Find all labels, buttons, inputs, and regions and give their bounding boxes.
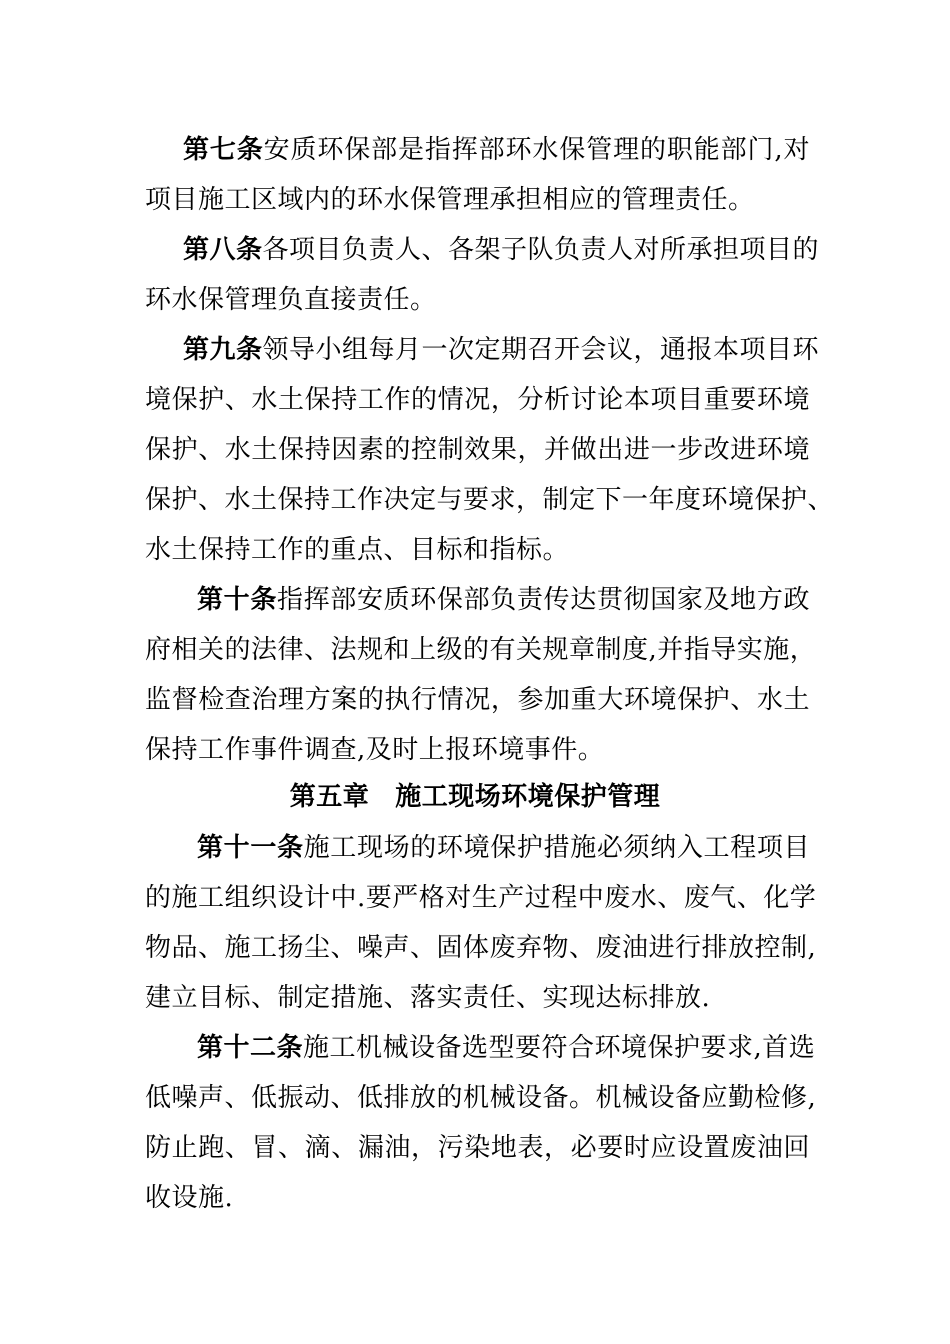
article-11-lead: 第十一条 (197, 833, 304, 863)
article-10-line-1 (197, 583, 810, 617)
article-11-line-1 (197, 831, 810, 865)
article-7-line-1 (183, 133, 810, 167)
article-10-line-2: 府相关的法律、法规和上级的有关规章制度,并指导实施， (145, 635, 817, 665)
article-10-line-4: 保持工作事件调查,及时上报环境事件。 (145, 735, 605, 765)
article-9-line-2: 境保护、水土保持工作的情况，分析讨论本项目重要环境 (145, 385, 810, 415)
article-11-line-4: 建立目标、制定措施、落实责任、实现达标排放. (145, 983, 711, 1013)
article-12-line-2: 低噪声、低振动、低排放的机械设备。机械设备应勤检修, (145, 1083, 817, 1113)
article-7-text-1: 安质环保部是指挥部环水保管理的职能部门,对 (263, 135, 810, 165)
article-8-lead: 第八条 (183, 235, 263, 265)
article-10-text-1: 指挥部安质环保部负责传达贯彻国家及地方政 (276, 585, 810, 615)
article-11-text-1: 施工现场的环境保护措施必须纳入工程项目 (303, 833, 810, 863)
article-11-line-3: 物品、施工扬尘、噪声、固体废弃物、废油进行排放控制, (145, 933, 817, 963)
chapter-heading (0, 780, 950, 814)
chapter-number: 第五章 (289, 782, 370, 812)
article-10-lead: 第十条 (197, 585, 277, 615)
article-9-line-4: 保护、水土保持工作决定与要求，制定下一年度环境保护、 (145, 485, 835, 515)
article-11-line-2: 的施工组织设计中.要严格对生产过程中废水、废气、化学 (145, 883, 817, 913)
article-9-text-1: 领导小组每月一次定期召开会议，通报本项目环 (262, 335, 820, 365)
article-12-text-1: 施工机械设备选型要符合环境保护要求,首选 (303, 1033, 816, 1063)
article-7-line-2: 项目施工区域内的环水保管理承担相应的管理责任。 (145, 185, 755, 215)
article-10-line-3: 监督检查治理方案的执行情况，参加重大环境保护、水土 (145, 685, 810, 715)
article-8-line-1 (183, 233, 820, 267)
article-12-lead: 第十二条 (197, 1033, 304, 1063)
article-12-line-4: 收设施. (145, 1183, 234, 1213)
article-7-lead: 第七条 (183, 135, 264, 165)
article-8-line-2: 环水保管理负直接责任。 (145, 285, 437, 315)
article-9-line-1 (183, 333, 820, 367)
article-9-line-5: 水土保持工作的重点、目标和指标。 (145, 535, 570, 565)
article-9-lead: 第九条 (183, 335, 263, 365)
chapter-title: 施工现场环境保护管理 (395, 782, 661, 812)
article-8-text-1: 各项目负责人、各架子队负责人对所承担项目的 (262, 235, 820, 265)
article-9-line-3: 保护、水土保持因素的控制效果，并做出进一步改进环境 (145, 435, 810, 465)
article-12-line-3: 防止跑、冒、滴、漏油，污染地表，必要时应设置废油回 (145, 1133, 810, 1163)
article-12-line-1 (197, 1031, 816, 1065)
